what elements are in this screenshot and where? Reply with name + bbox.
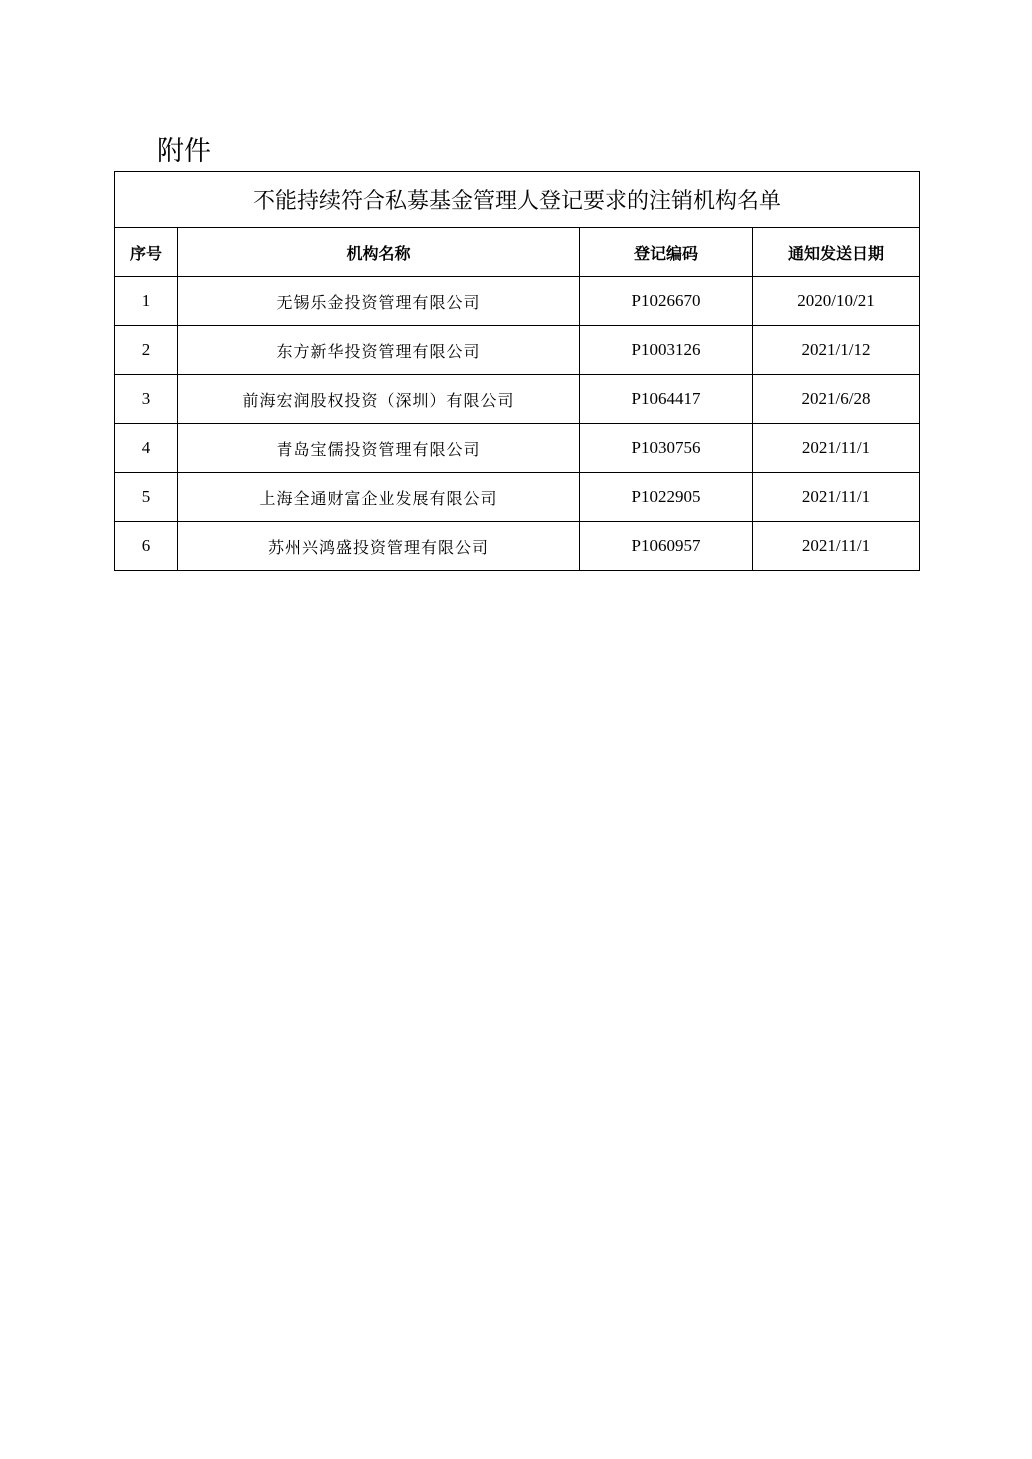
cell-institution-name: 上海全通财富企业发展有限公司 [178, 473, 580, 522]
cell-serial-no: 6 [115, 522, 178, 571]
table-row [115, 424, 920, 473]
cell-serial-no: 4 [115, 424, 178, 473]
attachment-label: 附件 [157, 136, 211, 167]
cell-notice-date: 2021/11/1 [753, 473, 920, 522]
cell-serial-no: 3 [115, 375, 178, 424]
table-row [115, 522, 920, 571]
cell-registration-code: P1003126 [580, 326, 753, 375]
cell-serial-no: 2 [115, 326, 178, 375]
table-title-row [115, 172, 920, 228]
header-notice-date: 通知发送日期 [753, 228, 920, 277]
table-row [115, 473, 920, 522]
cell-registration-code: P1060957 [580, 522, 753, 571]
table-header-row [115, 228, 920, 277]
cell-notice-date: 2021/1/12 [753, 326, 920, 375]
cell-registration-code: P1030756 [580, 424, 753, 473]
header-institution-name: 机构名称 [178, 228, 580, 277]
cell-serial-no: 1 [115, 277, 178, 326]
table-row [115, 326, 920, 375]
cell-institution-name: 苏州兴鸿盛投资管理有限公司 [178, 522, 580, 571]
cell-institution-name: 青岛宝儒投资管理有限公司 [178, 424, 580, 473]
table-row [115, 375, 920, 424]
cell-registration-code: P1026670 [580, 277, 753, 326]
header-serial-no: 序号 [115, 228, 178, 277]
cell-serial-no: 5 [115, 473, 178, 522]
cell-notice-date: 2021/11/1 [753, 522, 920, 571]
cell-notice-date: 2021/6/28 [753, 375, 920, 424]
deregistered-institutions-table [114, 171, 920, 571]
cell-institution-name: 无锡乐金投资管理有限公司 [178, 277, 580, 326]
cell-institution-name: 东方新华投资管理有限公司 [178, 326, 580, 375]
header-registration-code: 登记编码 [580, 228, 753, 277]
cell-registration-code: P1064417 [580, 375, 753, 424]
cell-registration-code: P1022905 [580, 473, 753, 522]
cell-notice-date: 2021/11/1 [753, 424, 920, 473]
table-title: 不能持续符合私募基金管理人登记要求的注销机构名单 [115, 172, 920, 228]
cell-notice-date: 2020/10/21 [753, 277, 920, 326]
table-row [115, 277, 920, 326]
cell-institution-name: 前海宏润股权投资（深圳）有限公司 [178, 375, 580, 424]
